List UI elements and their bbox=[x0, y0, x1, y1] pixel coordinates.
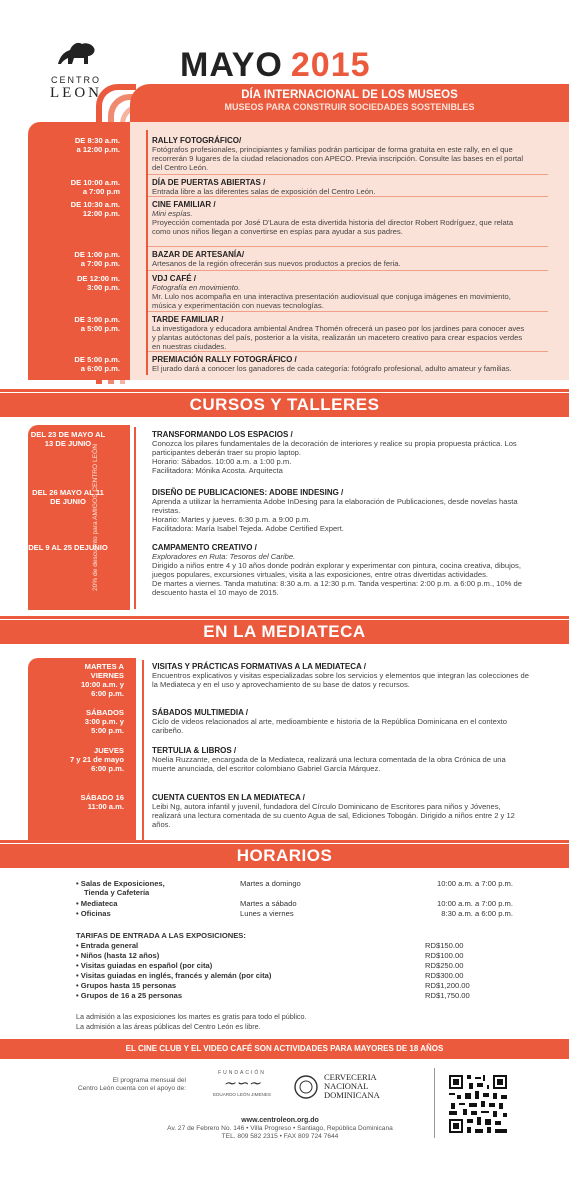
address-text: Av. 27 de Febrero No. 146 • Villa Progreso • Santiago, República Dominicana bbox=[167, 1125, 393, 1132]
note-martes: La admisión a las exposiciones los martes es gratis para todo el público. bbox=[76, 1012, 307, 1021]
schedule-place bbox=[76, 879, 165, 897]
event-time-start: DE 1:00 p.m. bbox=[74, 250, 120, 259]
event-time bbox=[28, 250, 120, 268]
phone-text: TEL. 809 582 2315 • FAX 809 724 7644 bbox=[221, 1133, 339, 1140]
event-name: CINE FAMILIAR / bbox=[152, 200, 216, 209]
tarifa-price: RD$1,750.00 bbox=[425, 991, 470, 1000]
event-item bbox=[152, 274, 527, 310]
event-time bbox=[28, 200, 120, 218]
tarifa-label: • Visitas guiadas en inglés, francés y alemán (por cita) bbox=[76, 971, 272, 980]
event-time-start: DE 10:30 a.m. bbox=[70, 200, 120, 209]
title-year: 2015 bbox=[290, 46, 371, 84]
mediateca-divider bbox=[142, 660, 144, 840]
course-date: DEL 26 MAYO AL 11 DE JUNIO bbox=[32, 488, 104, 506]
course-item bbox=[152, 430, 530, 475]
course-item bbox=[152, 543, 530, 597]
mediateca-item bbox=[152, 793, 530, 829]
tarifa-price: RD$300.00 bbox=[425, 971, 464, 980]
event-description: Proyección comentada por José D'Laura de esta divertida historia del director Robert Rodríguez, que relata como unos niños llegan a convertirse en espías para ayudar a sus padres. bbox=[152, 218, 514, 236]
course-line: De martes a viernes. Tanda matutina: 8:30 a.m. a 12:30 p.m. Tanda vespertina: 2:00 p.m. a 6:00 p.m., 10% de descuento hasta el 10 mayo de 2015. bbox=[152, 579, 522, 597]
event-separator bbox=[148, 174, 548, 175]
schedule-place-line: • Mediateca bbox=[76, 899, 118, 908]
logo-bottom-text: LEON bbox=[50, 85, 102, 101]
footer-contact bbox=[150, 1117, 410, 1141]
tarifas-title: TARIFAS DE ENTRADA A LAS EXPOSICIONES: bbox=[76, 931, 246, 940]
mediateca-description: Leibi Ng, autora infantil y juvenil, fundadora del Círculo Dominicano de Escritores para niños y Jóvenes, realizará una lectura comentada de su cuento Agua de sal, Ediciones Tobogán. Dirigido a niños entre 2 y 12 años. bbox=[152, 802, 515, 829]
event-time-end: 3:00 p.m. bbox=[87, 283, 120, 292]
event-time bbox=[28, 274, 120, 292]
course-name: CAMPAMENTO CREATIVO / bbox=[152, 543, 257, 552]
event-time-start: DE 8:30 a.m. bbox=[74, 136, 120, 145]
schedule-place-line: • Oficinas bbox=[76, 909, 111, 918]
event-time-end: a 7:00 p.m bbox=[82, 187, 120, 196]
event-subtitle: Fotografía en movimiento. bbox=[152, 283, 241, 292]
event-time-start: DE 10:00 a.m. bbox=[70, 178, 120, 187]
mediateca-date-line: SÁBADOS bbox=[86, 708, 124, 717]
schedule-place-line: • Salas de Exposiciones, bbox=[76, 879, 165, 888]
mediateca-name: CUENTA CUENTOS EN LA MEDIATECA / bbox=[152, 793, 305, 802]
logo-top-text: CENTRO bbox=[51, 75, 101, 85]
event-description: Fotógrafos profesionales, principiantes y familias podrán participar de forma gratuita en este rally, en el que recorrerán 9 lugares de la ciudad relacionados con APECO. Previa inscripción. Consulte las bases en el portal del Centro León. bbox=[152, 145, 524, 172]
title-month: MAYO bbox=[180, 46, 283, 84]
course-line: Facilitadora: Mónika Acosta. Arquitecta bbox=[152, 466, 283, 475]
museos-subtitle: MUSEOS PARA CONSTRUIR SOCIEDADES SOSTENIBLES bbox=[224, 102, 475, 112]
schedule-days: Martes a domingo bbox=[240, 879, 301, 888]
event-name: PREMIACIÓN RALLY FOTOGRÁFICO / bbox=[152, 355, 297, 364]
event-item bbox=[152, 178, 527, 196]
qr-code[interactable] bbox=[447, 1073, 509, 1135]
cerveceria-line-2: NACIONAL bbox=[324, 1081, 369, 1091]
schedule-days: Martes a sábado bbox=[240, 899, 297, 908]
signature-graphic: ∼∽∼ bbox=[223, 1076, 261, 1092]
tarifa-price: RD$250.00 bbox=[425, 961, 464, 970]
course-line: Exploradores en Ruta: Tesoros del Caribe. bbox=[152, 552, 296, 561]
event-separator bbox=[148, 246, 548, 247]
schedule-days: Lunes a viernes bbox=[240, 909, 294, 918]
mediateca-name: SÁBADOS MULTIMEDIA / bbox=[152, 708, 248, 717]
event-item bbox=[152, 200, 527, 236]
section-horarios-title: HORARIOS bbox=[0, 844, 569, 868]
event-time bbox=[28, 136, 120, 154]
event-item bbox=[152, 355, 527, 373]
cerveceria-line-3: DOMINICANA bbox=[324, 1090, 380, 1100]
mediateca-date-line: VIERNES bbox=[90, 671, 124, 680]
mediateca-date-line: 11:00 a.m. bbox=[87, 802, 124, 811]
tarifa-label: • Visitas guiadas en español (por cita) bbox=[76, 961, 213, 970]
tarifa-price: RD$150.00 bbox=[425, 941, 464, 950]
page-title bbox=[180, 46, 371, 85]
divider-line bbox=[0, 389, 569, 392]
cursos-date-column bbox=[28, 425, 130, 610]
tarifa-label: • Entrada general bbox=[76, 941, 139, 950]
event-name: BAZAR DE ARTESANÍA/ bbox=[152, 250, 245, 259]
event-name: DÍA DE PUERTAS ABIERTAS / bbox=[152, 178, 266, 187]
section-mediateca-title: EN LA MEDIATECA bbox=[0, 620, 569, 644]
tarifa-price: RD$1,200.00 bbox=[425, 981, 470, 990]
mediateca-date bbox=[28, 746, 124, 773]
mediateca-item bbox=[152, 708, 530, 735]
event-separator bbox=[148, 196, 548, 197]
mediateca-item bbox=[152, 746, 530, 773]
event-time bbox=[28, 315, 120, 333]
website-link[interactable]: www.centroleon.org.do bbox=[241, 1117, 319, 1124]
fundacion-name: EDUARDO LEÓN JIMENES bbox=[213, 1092, 271, 1097]
mediateca-date-line: 6:00 p.m. bbox=[91, 689, 124, 698]
museos-header bbox=[130, 84, 569, 122]
event-description: Mr. Lulo nos acompaña en una interactiva presentación audiovisual que conjuga imágenes en movimiento, música y experimentación con nuevas tecnologías. bbox=[152, 292, 511, 310]
mediateca-date-line: 3:00 p.m. y bbox=[84, 717, 124, 726]
mediateca-date bbox=[28, 662, 124, 698]
museos-title: DÍA INTERNACIONAL DE LOS MUSEOS bbox=[241, 89, 458, 101]
course-line: Facilitadora: María Isabel Tejeda. Adobe Certified Expert. bbox=[152, 524, 344, 533]
event-subtitle: Mini espías. bbox=[152, 209, 193, 218]
mediateca-date-line: 5:00 p.m. bbox=[91, 726, 124, 735]
mediateca-date-line: 6:00 p.m. bbox=[91, 764, 124, 773]
event-separator bbox=[148, 351, 548, 352]
mediateca-name: VISITAS Y PRÁCTICAS FORMATIVAS A LA MEDIATECA / bbox=[152, 662, 366, 671]
course-name: TRANSFORMANDO LOS ESPACIOS / bbox=[152, 430, 293, 439]
divider-line bbox=[0, 616, 569, 619]
course-item bbox=[152, 488, 530, 533]
event-item bbox=[152, 250, 527, 268]
support-text bbox=[48, 1077, 186, 1093]
mediateca-description: Ciclo de videos relacionados al arte, medioambiente e historia de la República Dominicana en el contexto caribeño. bbox=[152, 717, 508, 735]
event-time bbox=[28, 355, 120, 373]
course-name: DISEÑO DE PUBLICACIONES: ADOBE INDESING / bbox=[152, 488, 344, 497]
mediateca-description: Encuentros explicativos y visitas especializadas sobre los servicios y elementos que integran las colecciones de la Mediateca y en el uso y aprovechamiento de su base de datos y recursos. bbox=[152, 671, 529, 689]
event-item bbox=[152, 315, 527, 351]
tarifa-label: • Grupos de 16 a 25 personas bbox=[76, 991, 183, 1000]
event-time-end: a 5:00 p.m. bbox=[80, 324, 120, 333]
course-date: DEL 9 AL 25 DEJUNIO bbox=[28, 543, 108, 552]
event-time-start: DE 12:00 m. bbox=[76, 274, 120, 283]
course-line: Dirigido a niños entre 4 y 10 años donde podrán explorar y experimentar con pintura, cocina creativa, dibujos, juegos populares, excursiones virtuales, visita a las exposiciones, entre otras divertidas actividades. bbox=[152, 561, 521, 579]
cine-club-banner: EL CINE CLUB Y EL VIDEO CAFÉ SON ACTIVIDADES PARA MAYORES DE 18 AÑOS bbox=[0, 1039, 569, 1059]
event-description: Artesanos de la región ofrecerán sus nuevos productos a precios de feria. bbox=[152, 259, 401, 268]
schedule-place bbox=[76, 909, 111, 918]
mediateca-date-line: MARTES A bbox=[84, 662, 124, 671]
mediateca-date bbox=[28, 793, 124, 811]
cerveceria-line-1: CERVECERIA bbox=[324, 1072, 377, 1082]
tarifa-label: • Niños (hasta 12 años) bbox=[76, 951, 160, 960]
support-line-2: Centro León cuenta con el apoyo de: bbox=[77, 1085, 186, 1092]
mediateca-date-line: SÁBADO 16 bbox=[80, 793, 124, 802]
support-line-1: El programa mensual del bbox=[112, 1077, 186, 1084]
cerveceria-logo bbox=[294, 1072, 414, 1104]
event-time-end: a 12:00 p.m. bbox=[76, 145, 120, 154]
event-time-start: DE 5:00 p.m. bbox=[74, 355, 120, 364]
mediateca-date-line: JUEVES bbox=[94, 746, 124, 755]
discount-note: 20% de descuento para AMIGOS CENTRO LEÓN bbox=[92, 444, 99, 591]
mediateca-date-line: 7 y 21 de mayo bbox=[69, 755, 124, 764]
qr-code-icon bbox=[447, 1073, 509, 1135]
course-date: DEL 23 DE MAYO AL 13 DE JUNIO bbox=[30, 430, 106, 448]
schedule-place bbox=[76, 899, 118, 908]
mediateca-name: TERTULIA & LIBROS / bbox=[152, 746, 237, 755]
course-line: Horario: Martes y jueves. 6:30 p.m. a 9:00 p.m. bbox=[152, 515, 311, 524]
event-description: El jurado dará a conocer los ganadores de cada categoría: fotógrafo profesional, adulto amateur y familias. bbox=[152, 364, 512, 373]
event-time bbox=[28, 178, 120, 196]
event-name: RALLY FOTOGRÁFICO/ bbox=[152, 136, 242, 145]
section-cursos-title: CURSOS Y TALLERES bbox=[0, 393, 569, 417]
tarifa-label: • Grupos hasta 15 personas bbox=[76, 981, 177, 990]
footer-divider bbox=[434, 1068, 435, 1138]
mediateca-date-line: 10:00 a.m. y bbox=[80, 680, 124, 689]
mediateca-date bbox=[28, 708, 124, 735]
note-areas: La admisión a las áreas públicas del Centro León es libre. bbox=[76, 1022, 261, 1031]
event-separator bbox=[148, 311, 548, 312]
cerveceria-name bbox=[324, 1073, 380, 1100]
schedule-place-line: Tienda y Cafetería bbox=[84, 888, 150, 897]
event-time-end: 12:00 p.m. bbox=[82, 209, 120, 218]
event-description: La investigadora y educadora ambiental Andrea Thomén ofrecerá un paseo por los jardines para conocer aves y plantas autóctonas del país, posterior a la visita, realizarán un macetero creativo para crear espacios verdes en nuestras ciudades. bbox=[152, 324, 525, 351]
divider-line bbox=[0, 840, 569, 843]
cursos-divider bbox=[134, 427, 136, 609]
tarifa-price: RD$100.00 bbox=[425, 951, 464, 960]
course-line: Horario: Sábados. 10:00 a.m. a 1:00 p.m. bbox=[152, 457, 292, 466]
schedule-hours: 10:00 a.m. a 7:00 p.m. bbox=[437, 899, 513, 908]
cerveceria-seal-icon bbox=[294, 1075, 318, 1099]
event-item bbox=[152, 136, 527, 172]
mediateca-item bbox=[152, 662, 530, 689]
event-time-end: a 7:00 p.m. bbox=[80, 259, 120, 268]
fundacion-label: FUNDACIÓN bbox=[218, 1070, 266, 1076]
course-line: Conozca los pilares fundamentales de la decoración de interiores y realice su propia propuesta práctica. Los participantes deberán traer su propio laptop. bbox=[152, 439, 517, 457]
schedule-divider bbox=[146, 130, 148, 375]
fundacion-logo bbox=[200, 1070, 284, 1104]
schedule-hours: 10:00 a.m. a 7:00 p.m. bbox=[437, 879, 513, 888]
event-name: TARDE FAMILIAR / bbox=[152, 315, 224, 324]
event-separator bbox=[148, 270, 548, 271]
event-time-end: a 6:00 p.m. bbox=[80, 364, 120, 373]
event-time-start: DE 3:00 p.m. bbox=[74, 315, 120, 324]
lion-icon bbox=[52, 38, 100, 68]
event-name: VDJ CAFÉ / bbox=[152, 274, 197, 283]
schedule-hours: 8:30 a.m. a 6:00 p.m. bbox=[441, 909, 513, 918]
event-description: Entrada libre a las diferentes salas de exposición del Centro León. bbox=[152, 187, 376, 196]
mediateca-description: Noelia Ruzzante, encargada de la Mediateca, realizará una lectura comentada de la obra Crónica de una muerte anunciada, del escritor colombiano Gabriel García Márquez. bbox=[152, 755, 506, 773]
course-line: Aprenda a utilizar la herramienta Adobe InDesing para la elaboración de Publicaciones, desde novelas hasta revistas. bbox=[152, 497, 518, 515]
